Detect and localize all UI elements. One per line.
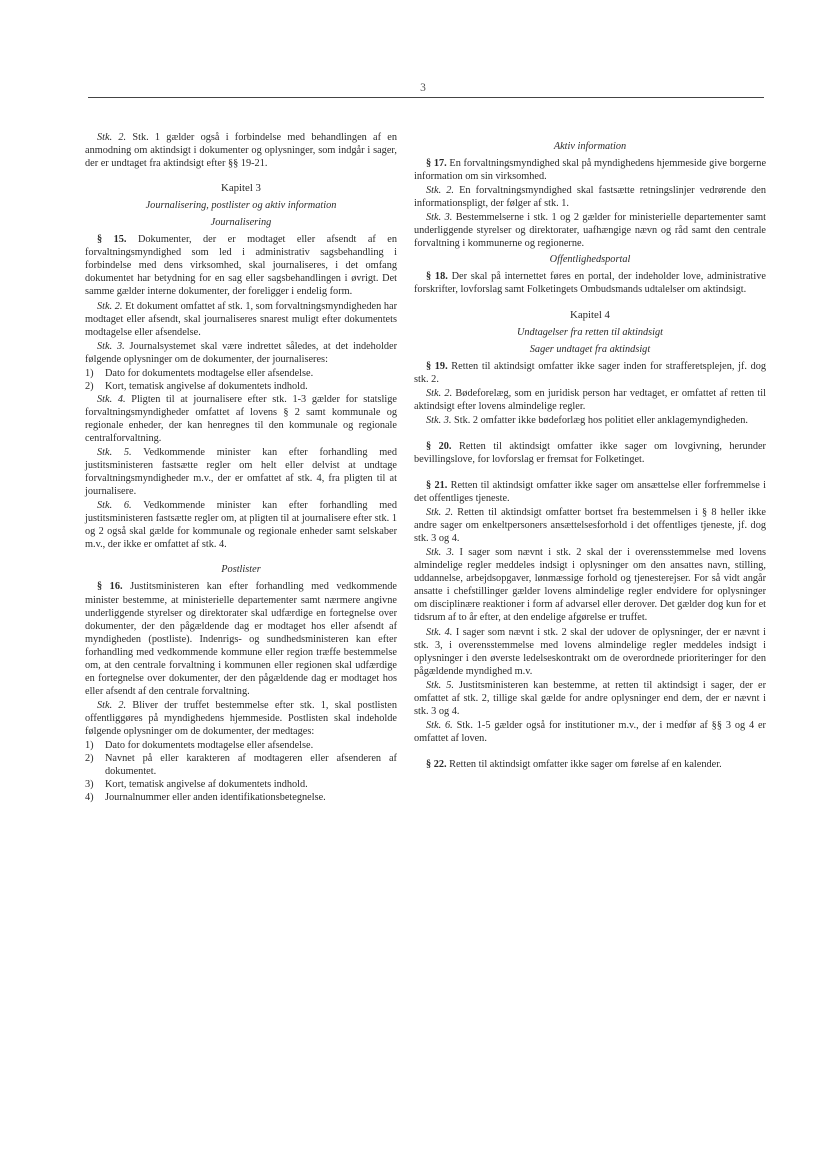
paragraph-text: Dokumenter, der er modtaget eller afsendt af en forvaltningsmyndighed som led i administrativ sagsbehandling i forbindelse med dens virksomhed, skal journaliseres, i det omfang dokumentet har betydning for en sag eller sagsbehandlingen i øvrigt. Det samme gælder interne dokumenter, der foreligger i endelig form. [85,234,397,298]
stk-label: Stk. 2. [426,185,454,197]
paragraph-15-stk4 [85,393,397,445]
section-number: § 17. [426,158,447,170]
stk-label: Stk. 2. [97,699,127,711]
list-item [85,367,397,380]
paragraph-text: En forvaltningsmyndighed skal på myndighedens hjemmeside give borgerne information om sin virksomhed. [414,158,767,183]
section-number: § 19. [426,360,448,372]
section-heading-postlister: Postlister [221,564,261,576]
paragraph-text: Bødeforelæg, som en juridisk person har vedtaget, er omfattet af retten til aktindsigt efter lovens almindelige regler. [414,387,766,412]
list-item [85,778,397,791]
paragraph-17-stk3 [414,211,766,250]
page-number: 3 [420,82,426,94]
stk-label: Stk. 3. [97,340,125,352]
paragraph-text: Justitsministeren kan bestemme, at retten til aktindsigt i sager, der er omfattet af stk. 2, tillige skal gælde for andre oplysninger end dem, der er nævnt i stk. 3 og 4. [414,679,767,717]
paragraph-17 [414,157,766,183]
list-text: Kort, tematisk angivelse af dokumentets indhold. [105,779,308,791]
paragraph-text: Stk. 2 omfatter ikke bødeforlæg hos politiet eller anklagemyndigheden. [451,414,748,426]
paragraph-text: Et dokument omfattet af stk. 1, som forvaltningsmyndigheden har modtaget eller afsendt, skal journaliseres snarest muligt efter dokumentets modtagelse eller afsendelse. [85,300,397,338]
list-item [85,739,397,752]
stk-label: Stk. 3. [426,212,453,224]
paragraph-text: Pligten til at journalisere efter stk. 1-3 gælder for statslige forvaltningsmyndigheder omfattet af lovens § 2 samt kommunale og regionale enheder, der kan henregnes til den kommunale og regionale centralforvaltning. [85,393,397,444]
stk-label: Stk. 5. [426,679,454,691]
paragraph-15-stk3 [85,340,397,366]
header-rule [88,97,764,98]
left-column [85,131,397,804]
section-heading-journalisering: Journalisering [210,217,272,229]
paragraph-14-stk2 [85,131,397,170]
chapter-4-heading: Kapitel 4 [570,308,610,321]
paragraph-text: Bestemmelserne i stk. 1 og 2 gælder for ministerielle departementer samt underliggende styrelser og direktorater, uafhængige nævn og råd samt den centrale forvaltning i kommunerne og regionerne. [414,212,766,250]
paragraph-16 [85,580,397,697]
list-text: Navnet på eller karakteren af modtageren eller afsenderen af dokumentet. [105,753,397,778]
list-number: 2) [85,753,94,765]
paragraph-text: Stk. 1-5 gælder også for institutioner m.v., der i medfør af §§ 3 og 4 er omfattet af loven. [414,719,766,744]
paragraph-21-stk2 [414,506,766,545]
chapter-3-title: Journalisering, postlister og aktiv information [145,200,337,212]
stk-label: Stk. 2. [97,300,123,312]
paragraph-15-stk6 [85,499,397,551]
section-number: § 21. [426,479,448,491]
stk-label: Stk. 4. [97,393,126,405]
stk-label: Stk. 6. [97,500,132,512]
paragraph-text: Vedkommende minister kan efter forhandling med justitsministeren fastsætte regler om, at pligten til at journalisere efter stk. 1 og 2 også skal gælde for kommunale og regionale enheder samt selskaber m.v., der ikke er omfattet af stk. 4. [85,500,397,551]
list-number: 3) [85,779,94,791]
section-number: § 15. [97,234,127,246]
paragraph-16-stk2 [85,699,397,738]
stk-label: Stk. 3. [426,414,452,426]
list-text: Dato for dokumentets modtagelse eller afsendelse. [105,740,314,752]
paragraph-17-stk2 [414,184,766,210]
paragraph-19 [414,360,766,386]
list-item [85,380,397,393]
paragraph-text: Bliver der truffet bestemmelse efter stk. 1, skal postlisten offentliggøres på myndighedens hjemmeside. Postlisten skal indeholde følgende oplysninger om de dokumenter, der medtages: [85,699,397,737]
paragraph-15-stk2 [85,300,397,339]
paragraph-21-stk3 [414,546,766,624]
section-number: § 16. [97,581,123,593]
list-text: Journalnummer eller anden identifikationsbetegnelse. [105,792,326,804]
stk-label: Stk. 4. [426,626,453,638]
paragraph-text: En forvaltningsmyndighed skal fastsætte retningslinjer vedrørende den informationspligt, der følger af stk. 1. [414,185,766,210]
chapter-4-title: Undtagelser fra retten til aktindsigt [516,326,664,338]
paragraph-text: I sager som nævnt i stk. 2 skal der i overensstemmelse med lovens almindelige regler meddeles indsigt i oplysninger om den ansattes navn, stilling, uddannelse, arbejdsopgaver, lønmæssige forhold og tjenesterejser. For så vidt angår ansatte i chefstillinger gælder lovens almindelige regler endvidere for oplysninger om disciplinære reaktioner i form af advarsel eller derover. Det gælder dog kun for et tidsrum af to år efter, at den endelige afgørelse er truffet. [414,547,766,624]
paragraph-text: Retten til aktindsigt omfatter ikke sager om ansættelse eller forfremmelse i det offentliges tjeneste. [414,479,766,505]
chapter-3-heading: Kapitel 3 [221,182,261,195]
paragraph-21-stk6 [414,719,766,745]
paragraph-text: Retten til aktindsigt omfatter ikke sager om lovgivning, herunder bevillingslove, for lovforslag er fremsat for Folketinget. [414,440,766,465]
paragraph-21-stk4 [414,626,766,678]
paragraph-21-stk5 [414,679,766,718]
stk-label: Stk. 5. [97,447,132,459]
list-number: 1) [85,367,94,379]
list-number: 4) [85,792,94,804]
list-item [85,752,397,778]
paragraph-19-stk3 [414,414,766,427]
paragraph-15-stk5 [85,446,397,498]
stk-label: Stk. 2. [97,132,127,143]
paragraph-text: I sager som nævnt i stk. 2 skal der udover de oplysninger, der er nævnt i stk. 3, i overensstemmelse med lovens almindelige regler meddeles indsigt i oplysninger i den øverste ledelseskontrakt om de overordnede prioriteringer for den pågældende myndighed m.v. [414,626,767,677]
list-text: Kort, tematisk angivelse af dokumentets indhold. [105,380,308,392]
paragraph-text: Retten til aktindsigt omfatter ikke sager om førelse af en kalender. [446,758,722,770]
stk-label: Stk. 2. [426,507,454,519]
list-text: Dato for dokumentets modtagelse eller afsendelse. [105,367,314,379]
list-item [85,791,397,804]
section-number: § 18. [426,271,448,283]
section-number: § 22. [426,758,447,770]
stk-label: Stk. 2. [426,387,453,399]
paragraph-text: Retten til aktindsigt omfatter bortset fra bestemmelsen i § 8 heller ikke andre sager om enkeltpersoners ansættelsesforhold i det offentliges tjeneste, jf. dog stk. 3 og 4. [414,507,766,545]
paragraph-22 [414,758,766,771]
section-heading-aktiv-information: Aktiv information [553,141,627,152]
paragraph-text: Justitsministeren kan efter forhandling med vedkommende minister bestemme, at ministerielle departementer samt nærmere angivne underliggende styrelser og direktorater skal udfærdige en fortegnelse over dokumenter, der den pågældende dag er modtaget hos eller afsendt af myndigheden (postliste). Indenrigs- og sundhedsministeren kan efter forhandling med vedkommende kommune eller region træffe bestemmelse om, at den centrale forvaltning i kommunen eller regionen skal udfærdige en fortegnelse over dokumenter, der den pågældende dag er modtaget hos eller afsendt af den centrale forvaltning. [85,581,398,697]
stk-label: Stk. 3. [426,547,455,559]
paragraph-text: Der skal på internettet føres en portal, der indeholder love, administrative forskrifter, lovforslag samt Folketingets Ombudsmands udtalelser om aktindsigt. [414,271,766,296]
paragraph-21 [414,479,766,505]
list-number: 1) [85,740,94,752]
paragraph-19-stk2 [414,387,766,413]
section-number: § 20. [426,440,452,452]
list-number: 2) [85,380,94,392]
paragraph-text: Retten til aktindsigt omfatter ikke sager inden for strafferetsplejen, jf. dog stk. 2. [414,360,767,385]
stk-label: Stk. 6. [426,719,453,731]
right-column [414,140,766,772]
paragraph-text: Vedkommende minister kan efter forhandling med justitsministeren fastsætte regler om helt eller delvist at undtage forvaltningsmyndigheder m.v., der er omfattet af stk. 4, fra pligten til at journalisere. [85,447,397,498]
paragraph-text: Journalsystemet skal være indrettet således, at det indeholder følgende oplysninger om de dokumenter, der journaliseres: [85,340,397,365]
paragraph-20 [414,440,766,466]
section-heading-offentlighedsportal: Offentlighedsportal [549,254,631,266]
paragraph-15 [85,233,397,298]
paragraph-18 [414,270,766,296]
paragraph-text: Stk. 1 gælder også i forbindelse med behandlingen af en anmodning om aktindsigt i dokumenter og oplysninger, som indgår i sager, der er undtaget fra aktindsigt efter §§ 19-21. [85,132,397,170]
section-heading-sager-undtaget: Sager undtaget fra aktindsigt [529,343,651,355]
